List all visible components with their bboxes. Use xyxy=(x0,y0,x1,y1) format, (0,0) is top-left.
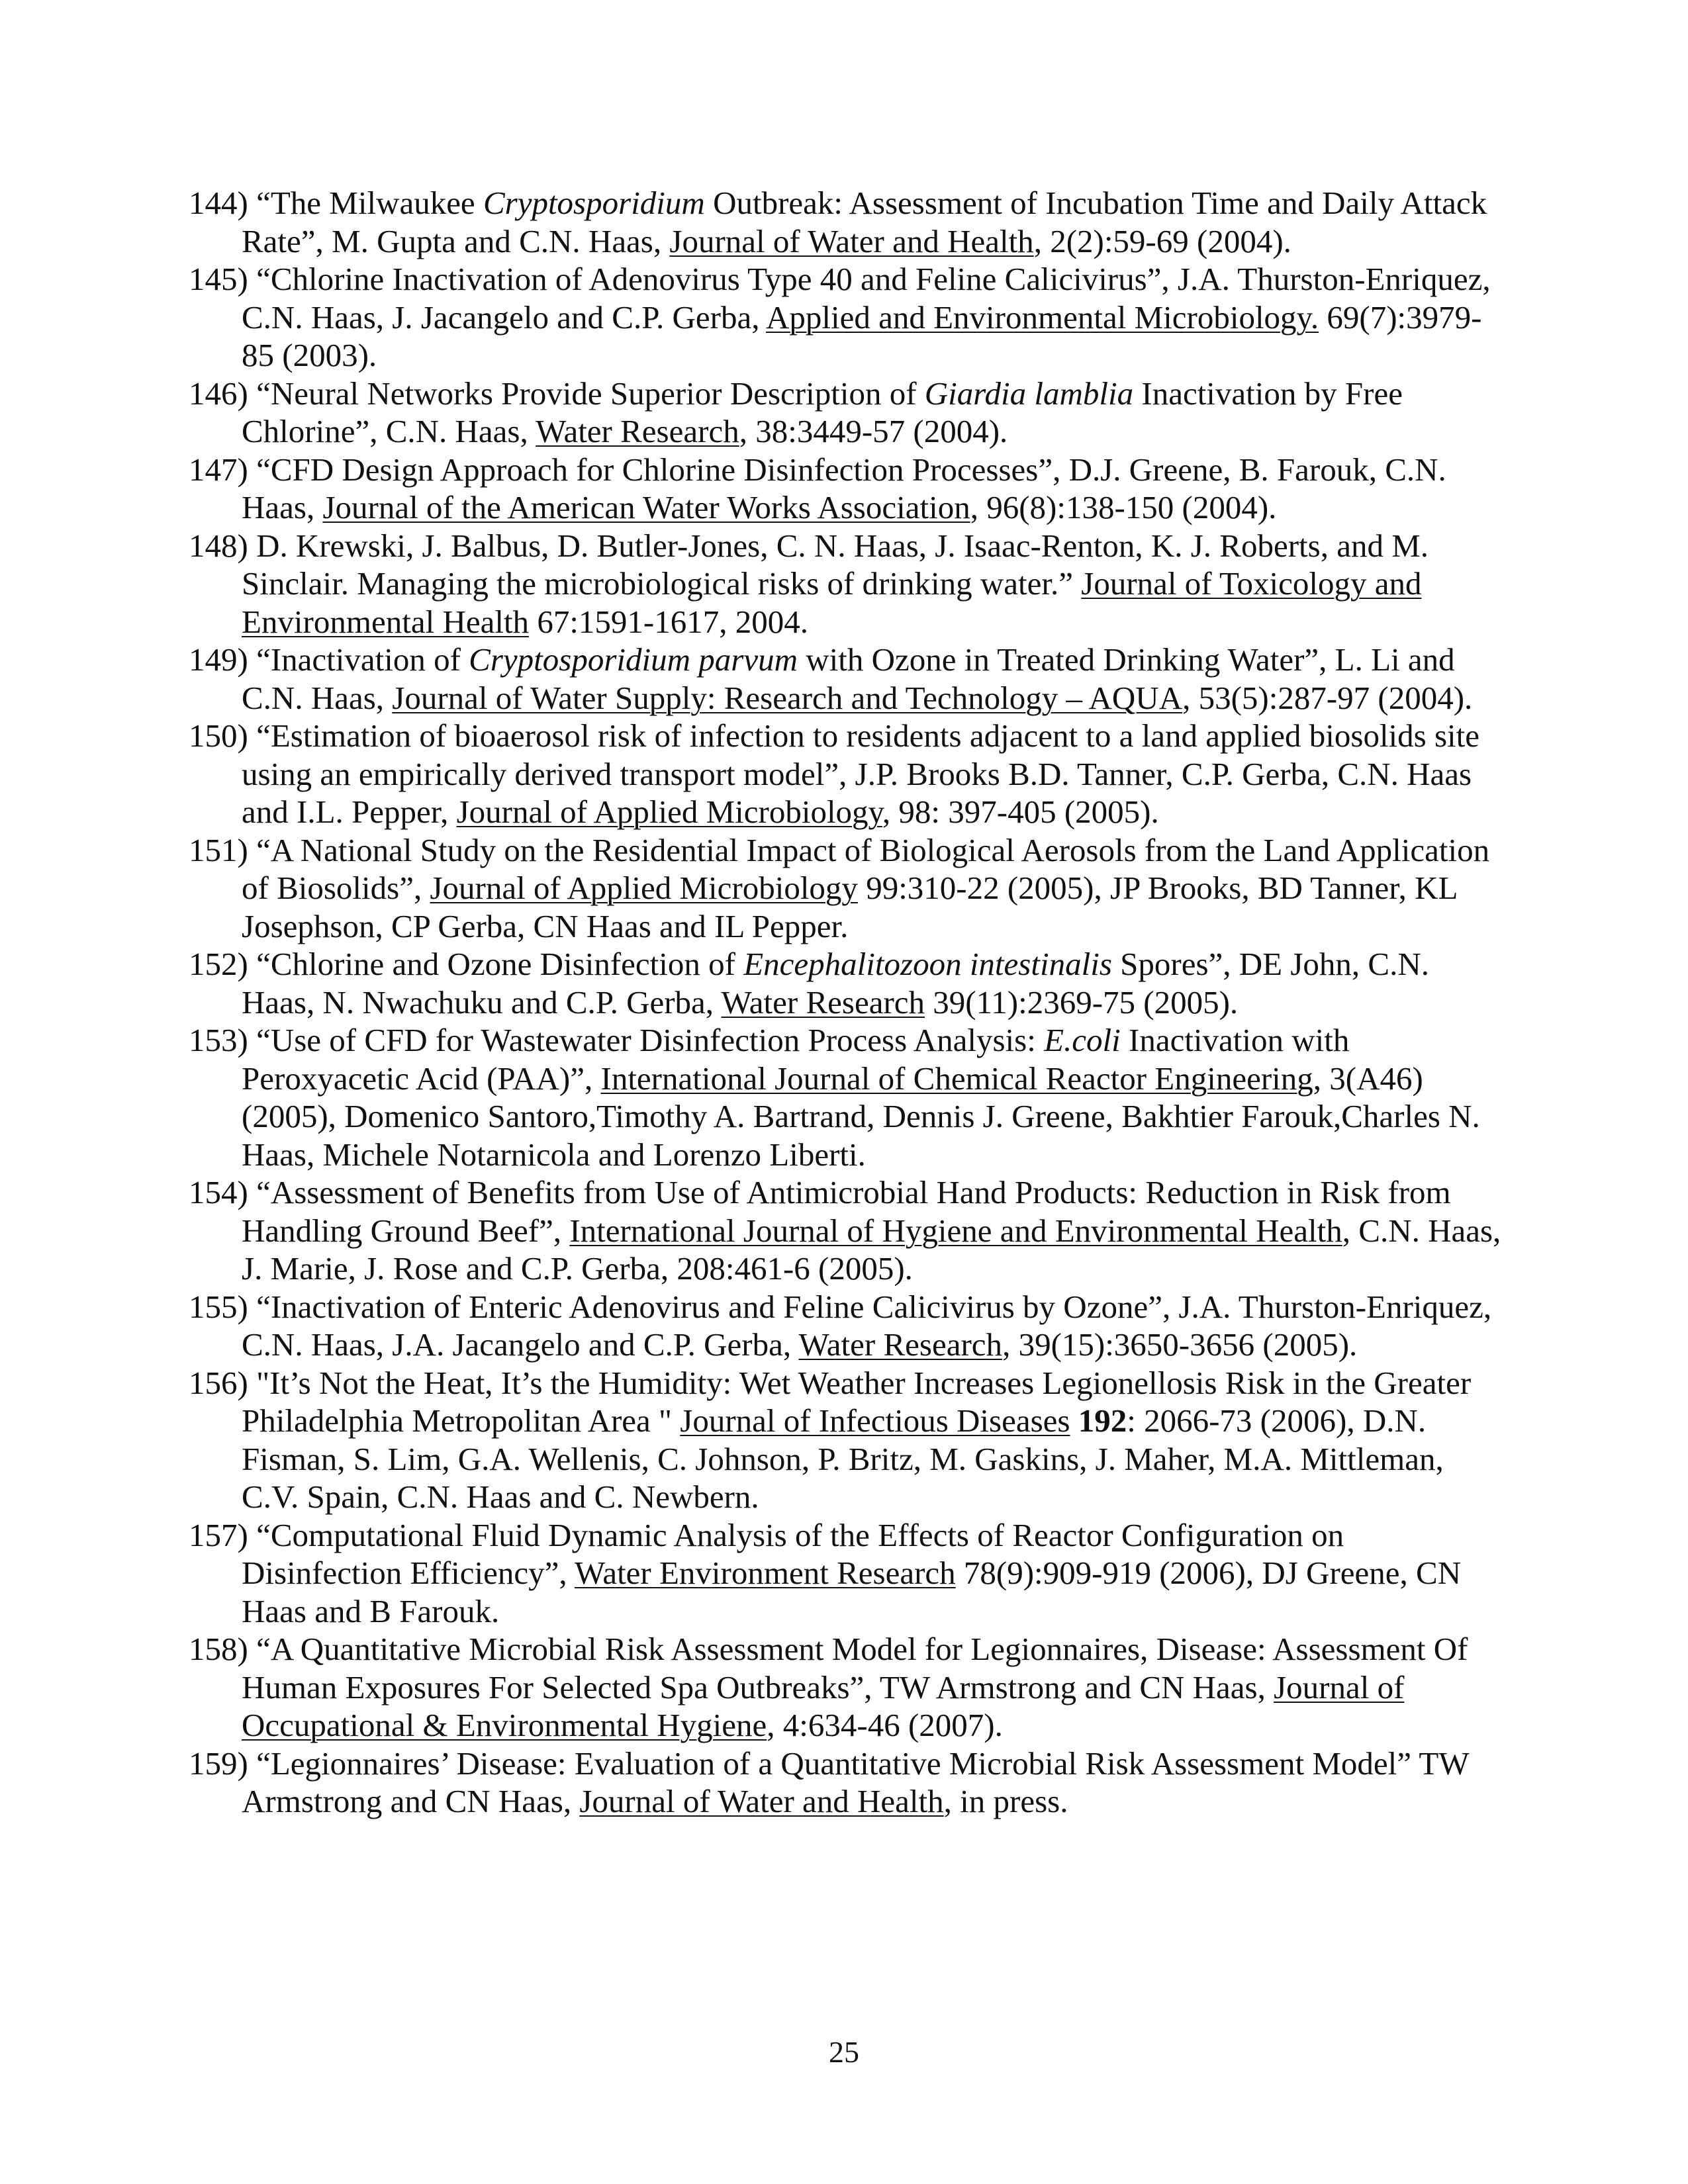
reference-text: 99:310-22 (2005), JP Brooks, BD Tanner, KL Josephson, CP Gerba, CN Haas and IL Pepper. xyxy=(242,870,1457,944)
journal-name: Applied and Environmental Microbiology. xyxy=(766,298,1319,336)
reference-number: 147) xyxy=(189,451,248,488)
reference-text: , 3(A46) (2005), Domenico Santoro,Timothy A. Bartrand, Dennis J. Greene, Bakhtier Farouk,Charles N. Haas, Michele Notarnicola and Lorenzo Liberti. xyxy=(242,1060,1480,1173)
page-number: 25 xyxy=(829,2035,859,2069)
journal-name: Journal of the American Water Works Association xyxy=(322,489,970,525)
reference-text: Inactivation by Free Chlorine”, C.N. Haas, xyxy=(242,375,1403,449)
reference-text: “A Quantitative Microbial Risk Assessment Model for Legionnaires, Disease: Assessment Of Human Exposures For Selected Spa Outbreaks”, TW Armstrong and CN Haas, xyxy=(242,1631,1468,1706)
journal-name: Journal of Water and Health xyxy=(669,222,1034,259)
reference-text: : 2066-73 (2006), D.N. Fisman, S. Lim, G.A. Wellenis, C. Johnson, P. Britz, M. Gaskins, J. Maher, M.A. Mittleman, C.V. Spain, C.N. Haas and C. Newbern. xyxy=(242,1402,1444,1515)
reference-item xyxy=(189,184,1506,260)
reference-text: with Ozone in Treated Drinking Water”, L. Li and C.N. Haas, xyxy=(242,641,1455,716)
reference-number: 146) xyxy=(189,375,248,412)
reference-number: 150) xyxy=(189,717,248,754)
reference-text: , 98: 397-405 (2005). xyxy=(882,794,1159,830)
reference-item xyxy=(189,945,1506,1021)
reference-item xyxy=(189,375,1506,451)
reference-list xyxy=(189,184,1506,1821)
reference-item xyxy=(189,641,1506,717)
volume-number: 192 xyxy=(1078,1402,1127,1439)
journal-name: Journal of Occupational & Environmental Hygiene xyxy=(242,1668,1405,1743)
journal-name: Journal of Applied Microbiology xyxy=(456,794,882,830)
reference-text: , 39(15):3650-3656 (2005). xyxy=(1002,1326,1358,1363)
reference-item xyxy=(189,1630,1506,1745)
reference-text: , 4:634-46 (2007). xyxy=(767,1707,1003,1743)
reference-number: 153) xyxy=(189,1022,248,1058)
species-name: Giardia lamblia xyxy=(924,375,1134,412)
reference-text: , in press. xyxy=(943,1783,1068,1819)
reference-text: “Neural Networks Provide Superior Description of xyxy=(248,375,925,412)
journal-name: Journal of Water and Health xyxy=(579,1783,944,1819)
reference-text: “Inactivation of Enteric Adenovirus and Feline Calicivirus by Ozone”, J.A. Thurston-Enriquez, C.N. Haas, J.A. Jacangelo and C.P. Gerba, xyxy=(242,1288,1492,1363)
journal-name: Water Research xyxy=(536,413,739,449)
journal-name: Water Research xyxy=(721,983,925,1021)
reference-text: , 38:3449-57 (2004). xyxy=(739,413,1008,449)
reference-item xyxy=(189,1288,1506,1364)
reference-text: 78(9):909-919 (2006), DJ Greene, CN Haas and B Farouk. xyxy=(242,1555,1462,1629)
reference-text: “Assessment of Benefits from Use of Antimicrobial Hand Products: Reduction in Risk from Handling Ground Beef”, xyxy=(242,1174,1451,1249)
reference-text: “Legionnaires’ Disease: Evaluation of a Quantitative Microbial Risk Assessment Model” TW Armstrong and CN Haas, xyxy=(242,1745,1469,1819)
reference-item xyxy=(189,1516,1506,1631)
reference-text: Outbreak: Assessment of Incubation Time and Daily Attack Rate”, M. Gupta and C.N. Haas, xyxy=(242,185,1487,259)
reference-text xyxy=(1070,1402,1078,1439)
reference-text: "It’s Not the Heat, It’s the Humidity: Wet Weather Increases Legionellosis Risk in the Greater Philadelphia Metropolitan Area " xyxy=(242,1364,1472,1439)
species-name: Cryptosporidium xyxy=(483,185,705,221)
journal-name: Water Research xyxy=(798,1326,1003,1363)
reference-item xyxy=(189,717,1506,831)
reference-number: 157) xyxy=(189,1516,248,1553)
reference-text: “A National Study on the Residential Impact of Biological Aerosols from the Land Application of Biosolids”, xyxy=(242,831,1490,906)
journal-name: Journal of Applied Microbiology xyxy=(430,870,858,906)
reference-text: 39(11):2369-75 (2005). xyxy=(925,983,1239,1021)
reference-item xyxy=(189,260,1506,375)
reference-number: 158) xyxy=(189,1631,248,1667)
reference-item xyxy=(189,1364,1506,1516)
reference-number: 155) xyxy=(189,1288,248,1325)
reference-text: “The Milwaukee xyxy=(248,185,483,221)
reference-item xyxy=(189,1745,1506,1821)
journal-name: International Journal of Hygiene and Environmental Health xyxy=(569,1212,1342,1249)
reference-text: Inactivation with Peroxyacetic Acid (PAA)”, xyxy=(242,1022,1350,1097)
reference-number: 152) xyxy=(189,946,248,982)
reference-text: , 96(8):138-150 (2004). xyxy=(970,489,1277,525)
reference-item xyxy=(189,451,1506,527)
reference-item xyxy=(189,1021,1506,1173)
reference-text: “Inactivation of xyxy=(248,641,469,678)
reference-text: D. Krewski, J. Balbus, D. Butler-Jones, C. N. Haas, J. Isaac-Renton, K. J. Roberts, and M. Sinclair. Managing the microbiological risks of drinking water.” xyxy=(242,527,1429,602)
species-name: Encephalitozoon intestinalis xyxy=(743,946,1112,982)
reference-number: 145) xyxy=(189,261,248,297)
reference-number: 149) xyxy=(189,641,248,678)
reference-text: “Computational Fluid Dynamic Analysis of the Effects of Reactor Configuration on Disinfection Efficiency”, xyxy=(242,1516,1344,1591)
reference-number: 159) xyxy=(189,1745,248,1782)
reference-text: “Chlorine and Ozone Disinfection of xyxy=(248,946,744,982)
reference-text: “Estimation of bioaerosol risk of infection to residents adjacent to a land applied biosolids site using an empirically derived transport model”, J.P. Brooks B.D. Tanner, C.P. Gerba, C.N. Haas and I.L. Pepper, xyxy=(242,717,1480,830)
reference-text: “Chlorine Inactivation of Adenovirus Type 40 and Feline Calicivirus”, J.A. Thurston-Enriquez, C.N. Haas, J. Jacangelo and C.P. Gerba, xyxy=(242,261,1491,336)
reference-text: , 53(5):287-97 (2004). xyxy=(1182,679,1473,716)
reference-item xyxy=(189,527,1506,641)
reference-text: 67:1591-1617, 2004. xyxy=(529,603,808,640)
journal-name: Water Environment Research xyxy=(575,1555,956,1591)
journal-name: International Journal of Chemical Reactor Engineering xyxy=(600,1060,1313,1097)
reference-text: “CFD Design Approach for Chlorine Disinfection Processes”, D.J. Greene, B. Farouk, C.N. Haas, xyxy=(242,451,1446,525)
reference-text: Spores”, DE John, C.N. Haas, N. Nwachuku and C.P. Gerba, xyxy=(242,946,1429,1021)
reference-number: 154) xyxy=(189,1174,248,1210)
reference-item xyxy=(189,1173,1506,1288)
reference-text: 69(7):3979-85 (2003). xyxy=(242,298,1482,373)
reference-item xyxy=(189,831,1506,946)
reference-number: 151) xyxy=(189,831,248,868)
reference-text: , C.N. Haas, J. Marie, J. Rose and C.P. Gerba, 208:461-6 (2005). xyxy=(242,1212,1501,1287)
species-name: E.coli xyxy=(1044,1022,1121,1058)
reference-number: 156) xyxy=(189,1364,248,1401)
reference-number: 144) xyxy=(189,185,248,221)
journal-name: Journal of Water Supply: Research and Technology – AQUA xyxy=(392,679,1183,716)
reference-text: , 2(2):59-69 (2004). xyxy=(1033,222,1291,259)
species-name: Cryptosporidium parvum xyxy=(469,641,798,678)
reference-number: 148) xyxy=(189,527,248,564)
reference-text: “Use of CFD for Wastewater Disinfection Process Analysis: xyxy=(248,1022,1045,1058)
journal-name: Journal of Infectious Diseases xyxy=(680,1402,1070,1439)
journal-name: Journal of Toxicology and Environmental Health xyxy=(242,565,1422,640)
